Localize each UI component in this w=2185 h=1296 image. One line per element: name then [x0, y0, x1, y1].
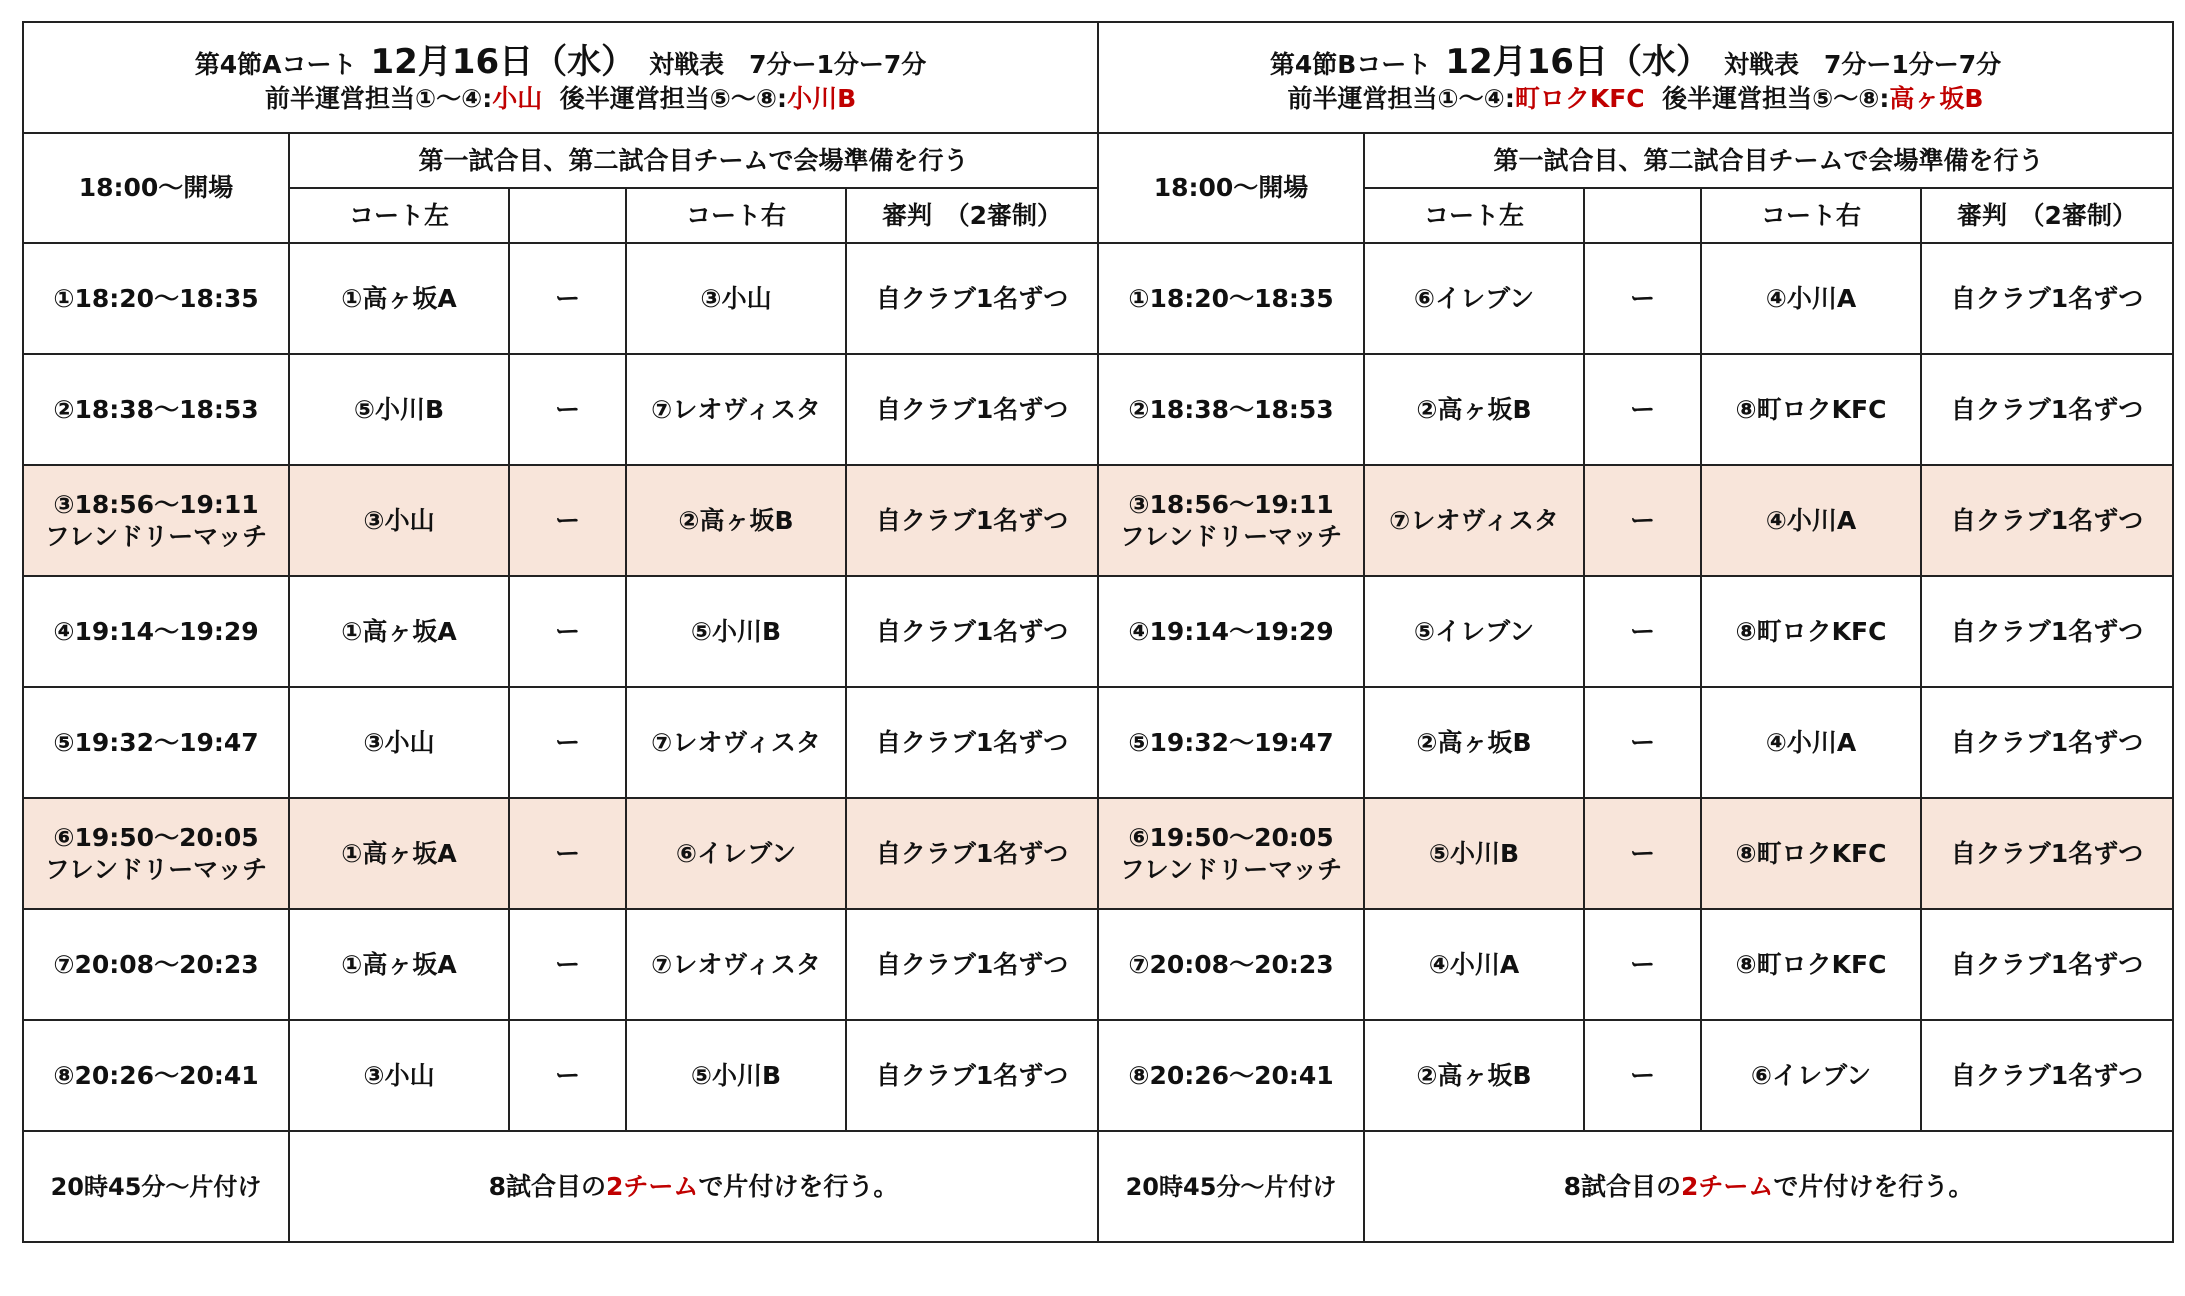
- match-time-cell: [23, 243, 289, 354]
- team-left: ⑤小川B: [1364, 798, 1584, 909]
- vs-dash: ー: [509, 465, 626, 576]
- match-time: ①18:20～18:35: [1128, 283, 1334, 313]
- second-half-label: 後半運営担当⑤～⑧:: [559, 84, 788, 114]
- match-time-cell: [1098, 687, 1364, 798]
- open-time: 18:00～開場: [1098, 133, 1364, 243]
- referee: 自クラブ1名ずつ: [846, 243, 1098, 354]
- match-row: [1098, 1020, 2173, 1131]
- first-half-label: 前半運営担当①～④:: [264, 84, 493, 114]
- match-time-cell: [23, 687, 289, 798]
- schedule-sheet: [22, 21, 2173, 1243]
- vs-dash: ー: [509, 354, 626, 465]
- col-left-header: コート左: [289, 188, 509, 243]
- cleanup-teams: 2チーム: [606, 1171, 699, 1201]
- col-vs-header: [509, 188, 626, 243]
- referee: 自クラブ1名ずつ: [1921, 909, 2173, 1020]
- match-date: 12月16日（水）: [1445, 41, 1710, 82]
- match-time: ②18:38～18:53: [53, 394, 259, 424]
- court-title: 第4節Bコート: [1269, 49, 1432, 79]
- team-left: ②高ヶ坂B: [1364, 687, 1584, 798]
- match-row: [23, 909, 1098, 1020]
- team-right: ⑥イレブン: [626, 798, 846, 909]
- referee: 自クラブ1名ずつ: [1921, 1020, 2173, 1131]
- prep-note: 第一試合目、第二試合目チームで会場準備を行う: [1364, 133, 2173, 188]
- match-time-cell: [1098, 243, 1364, 354]
- team-left: ①高ヶ坂A: [289, 576, 509, 687]
- match-row: [23, 243, 1098, 354]
- team-right: ⑦レオヴィスタ: [626, 687, 846, 798]
- col-left-header: コート左: [1364, 188, 1584, 243]
- team-right: ⑦レオヴィスタ: [626, 354, 846, 465]
- vs-dash: ー: [509, 1020, 626, 1131]
- format-info: 対戦表 7分ー1分ー7分: [649, 49, 927, 79]
- team-left: ⑤イレブン: [1364, 576, 1584, 687]
- match-note: フレンドリーマッチ: [44, 521, 268, 551]
- match-row: [23, 1020, 1098, 1131]
- col-right-header: コート右: [626, 188, 846, 243]
- match-row: [23, 354, 1098, 465]
- court-b-section: [1097, 21, 2172, 1243]
- vs-dash: ー: [1584, 798, 1701, 909]
- first-half-team: 小山: [492, 84, 543, 114]
- match-time-cell: [1098, 465, 1364, 576]
- schedule-table: [22, 21, 1099, 1243]
- team-right: ⑤小川B: [626, 576, 846, 687]
- match-time-cell: [1098, 354, 1364, 465]
- court-title: 第4節Aコート: [194, 49, 357, 79]
- second-half-label: 後半運営担当⑤～⑧:: [1662, 84, 1890, 114]
- match-time: ⑤19:32～19:47: [53, 727, 259, 757]
- first-half-team: 町ロクKFC: [1514, 84, 1645, 114]
- referee: 自クラブ1名ずつ: [846, 1020, 1098, 1131]
- vs-dash: ー: [509, 576, 626, 687]
- vs-dash: ー: [1584, 243, 1701, 354]
- cleanup-note: 8試合目の2チームで片付けを行う。: [289, 1131, 1098, 1242]
- team-left: ⑤小川B: [289, 354, 509, 465]
- team-right: ⑧町ロクKFC: [1701, 576, 1921, 687]
- match-time: ④19:14～19:29: [1128, 616, 1334, 646]
- referee: 自クラブ1名ずつ: [1921, 798, 2173, 909]
- team-right: ⑧町ロクKFC: [1701, 798, 1921, 909]
- referee: 自クラブ1名ずつ: [846, 798, 1098, 909]
- team-right: ④小川A: [1701, 465, 1921, 576]
- match-note: フレンドリーマッチ: [1119, 854, 1343, 884]
- cleanup-note: 8試合目の2チームで片付けを行う。: [1364, 1131, 2173, 1242]
- referee: 自クラブ1名ずつ: [1921, 576, 2173, 687]
- court-a-section: [22, 21, 1097, 1243]
- match-time-cell: [23, 354, 289, 465]
- match-time-cell: [23, 1020, 289, 1131]
- match-row: [1098, 687, 2173, 798]
- vs-dash: ー: [1584, 354, 1701, 465]
- match-time: ④19:14～19:29: [53, 616, 259, 646]
- referee: 自クラブ1名ずつ: [846, 465, 1098, 576]
- match-time-cell: [23, 798, 289, 909]
- col-vs-header: [1584, 188, 1701, 243]
- team-left: ⑥イレブン: [1364, 243, 1584, 354]
- team-left: ①高ヶ坂A: [289, 909, 509, 1020]
- match-note: フレンドリーマッチ: [1119, 521, 1343, 551]
- match-row: [1098, 576, 2173, 687]
- referee: 自クラブ1名ずつ: [846, 576, 1098, 687]
- team-left: ③小山: [289, 1020, 509, 1131]
- match-time-cell: [1098, 576, 1364, 687]
- vs-dash: ー: [509, 687, 626, 798]
- prep-note: 第一試合目、第二試合目チームで会場準備を行う: [289, 133, 1098, 188]
- match-time-cell: [23, 909, 289, 1020]
- format-info: 対戦表 7分ー1分ー7分: [1723, 49, 2002, 79]
- col-ref-header: 審判 （2審制）: [846, 188, 1098, 243]
- match-time: ③18:56～19:11: [1128, 490, 1334, 520]
- match-row: [1098, 465, 2173, 576]
- schedule-table: [1097, 21, 2174, 1243]
- team-right: ⑧町ロクKFC: [1701, 354, 1921, 465]
- match-row: [1098, 798, 2173, 909]
- match-time: ⑥19:50～20:05: [53, 823, 259, 853]
- match-time: ⑧20:26～20:41: [1128, 1060, 1334, 1090]
- referee: 自クラブ1名ずつ: [846, 687, 1098, 798]
- team-left: ③小山: [289, 687, 509, 798]
- match-time-cell: [23, 576, 289, 687]
- match-time: ⑦20:08～20:23: [53, 949, 259, 979]
- team-right: ④小川A: [1701, 243, 1921, 354]
- match-row: [1098, 354, 2173, 465]
- match-time: ⑧20:26～20:41: [53, 1060, 259, 1090]
- match-note: フレンドリーマッチ: [44, 854, 268, 884]
- col-right-header: コート右: [1701, 188, 1921, 243]
- match-time-cell: [1098, 1020, 1364, 1131]
- referee: 自クラブ1名ずつ: [1921, 354, 2173, 465]
- match-row: [23, 798, 1098, 909]
- match-row: [23, 576, 1098, 687]
- referee: 自クラブ1名ずつ: [1921, 687, 2173, 798]
- team-right: ⑦レオヴィスタ: [626, 909, 846, 1020]
- match-time: ⑤19:32～19:47: [1128, 727, 1334, 757]
- referee: 自クラブ1名ずつ: [846, 354, 1098, 465]
- first-half-label: 前半運営担当①～④:: [1287, 84, 1515, 114]
- vs-dash: ー: [509, 243, 626, 354]
- match-time: ⑥19:50～20:05: [1128, 823, 1334, 853]
- team-right: ④小川A: [1701, 687, 1921, 798]
- match-time: ②18:38～18:53: [1128, 394, 1334, 424]
- match-row: [1098, 243, 2173, 354]
- vs-dash: ー: [1584, 687, 1701, 798]
- match-time-cell: [1098, 909, 1364, 1020]
- vs-dash: ー: [509, 909, 626, 1020]
- cleanup-time: 20時45分～片付け: [23, 1131, 289, 1242]
- referee: 自クラブ1名ずつ: [1921, 465, 2173, 576]
- team-right: ③小山: [626, 243, 846, 354]
- vs-dash: ー: [1584, 465, 1701, 576]
- team-left: ①高ヶ坂A: [289, 243, 509, 354]
- court-header: [1098, 22, 2173, 133]
- match-row: [23, 687, 1098, 798]
- team-left: ②高ヶ坂B: [1364, 1020, 1584, 1131]
- match-date: 12月16日（水）: [370, 41, 636, 82]
- match-time: ⑦20:08～20:23: [1128, 949, 1334, 979]
- cleanup-time: 20時45分～片付け: [1098, 1131, 1364, 1242]
- team-right: ⑥イレブン: [1701, 1020, 1921, 1131]
- vs-dash: ー: [1584, 909, 1701, 1020]
- team-left: ④小川A: [1364, 909, 1584, 1020]
- vs-dash: ー: [1584, 576, 1701, 687]
- match-time-cell: [23, 465, 289, 576]
- team-right: ⑧町ロクKFC: [1701, 909, 1921, 1020]
- second-half-team: 高ヶ坂B: [1889, 84, 1984, 114]
- cleanup-teams: 2チーム: [1680, 1171, 1774, 1201]
- team-left: ②高ヶ坂B: [1364, 354, 1584, 465]
- match-time: ③18:56～19:11: [53, 490, 259, 520]
- second-half-team: 小川B: [787, 84, 857, 114]
- court-header: [23, 22, 1098, 133]
- col-ref-header: 審判 （2審制）: [1921, 188, 2173, 243]
- match-time: ①18:20～18:35: [53, 283, 259, 313]
- match-row: [23, 465, 1098, 576]
- open-time: 18:00～開場: [23, 133, 289, 243]
- vs-dash: ー: [1584, 1020, 1701, 1131]
- referee: 自クラブ1名ずつ: [846, 909, 1098, 1020]
- vs-dash: ー: [509, 798, 626, 909]
- team-left: ⑦レオヴィスタ: [1364, 465, 1584, 576]
- team-right: ②高ヶ坂B: [626, 465, 846, 576]
- referee: 自クラブ1名ずつ: [1921, 243, 2173, 354]
- team-right: ⑤小川B: [626, 1020, 846, 1131]
- match-time-cell: [1098, 798, 1364, 909]
- match-row: [1098, 909, 2173, 1020]
- team-left: ③小山: [289, 465, 509, 576]
- team-left: ①高ヶ坂A: [289, 798, 509, 909]
